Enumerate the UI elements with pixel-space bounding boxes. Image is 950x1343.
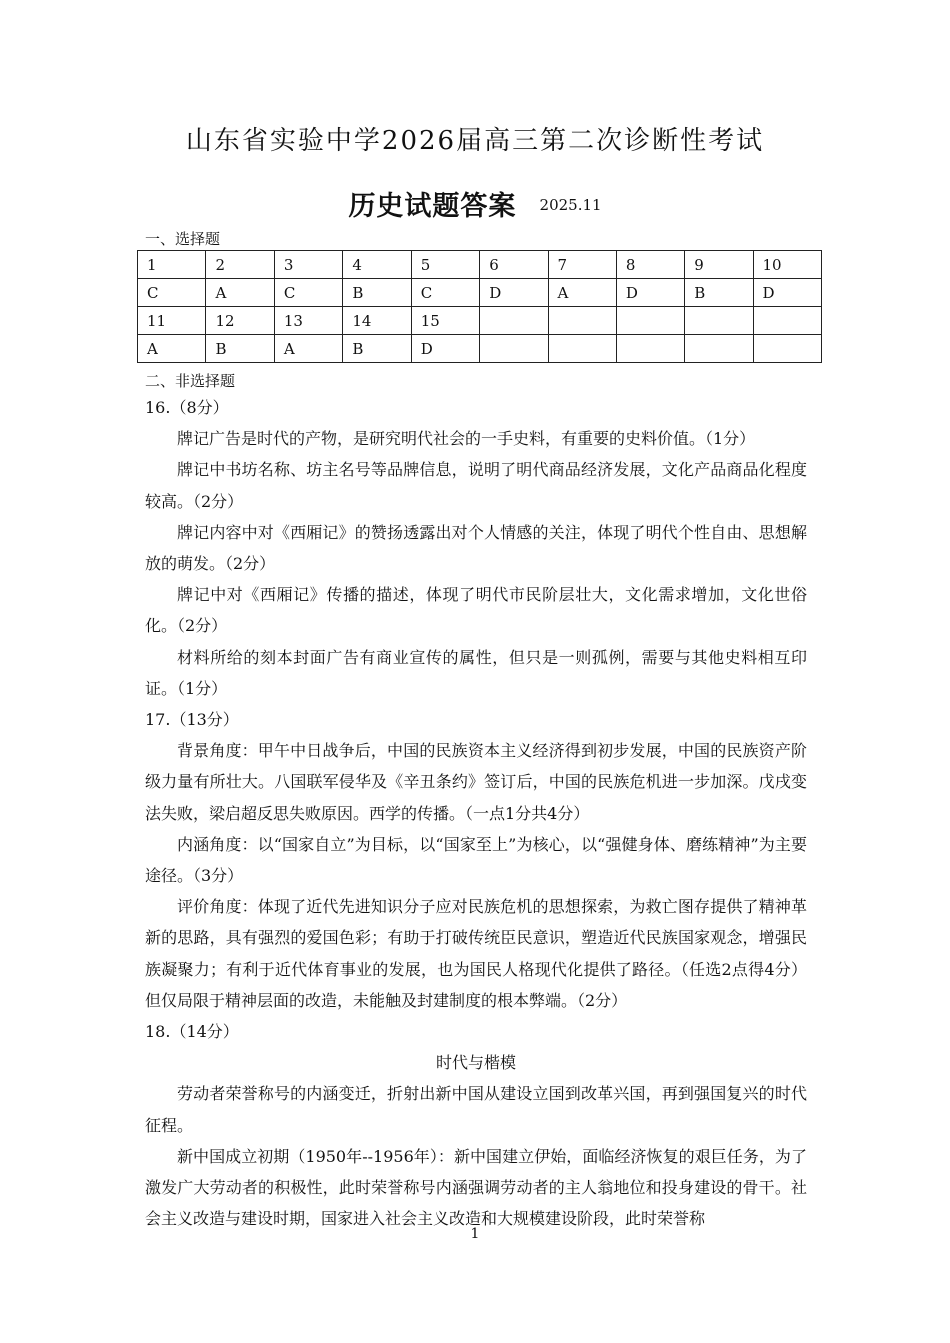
answer-table-cell bbox=[548, 307, 616, 335]
answer-table-cell: B bbox=[343, 279, 411, 307]
q17-paragraph: 评价角度：体现了近代先进知识分子应对民族危机的思想探索，为救亡图存提供了精神革新的思路，具有强烈的爱国色彩；有助于打破传统臣民意识，塑造近代民族国家观念，增强民族凝聚力；有利于近代体育事业的发展，也为国民人格现代化提供了路径。（任选2点得4分）但仅局限于精神层面的改造，未能触及封建制度的根本弊端。（2分） bbox=[145, 897, 807, 1010]
answer-table-cell: 3 bbox=[274, 251, 342, 279]
answer-table-row bbox=[138, 307, 822, 335]
q16-paragraph: 牌记中对《西厢记》传播的描述，体现了明代市民阶层壮大，文化需求增加，文化世俗化。（2分） bbox=[145, 585, 807, 636]
answer-table-cell: 2 bbox=[206, 251, 274, 279]
q16-paragraph: 牌记内容中对《西厢记》的赞扬透露出对个人情感的关注，体现了明代个性自由、思想解放的萌发。（2分） bbox=[145, 522, 807, 574]
answer-table-cell bbox=[616, 335, 684, 363]
answer-table-cell: D bbox=[753, 279, 821, 307]
answer-table-cell: A bbox=[138, 335, 206, 363]
section-heading-choice: 一、选择题 bbox=[145, 230, 221, 248]
question-16-label: 16.（8分） bbox=[145, 398, 229, 417]
page-number: 1 bbox=[470, 1226, 480, 1242]
answer-table-cell bbox=[753, 335, 821, 363]
answer-table-cell: 15 bbox=[411, 307, 479, 335]
answer-table-cell bbox=[548, 335, 616, 363]
answer-table-cell: 8 bbox=[616, 251, 684, 279]
answer-table-cell bbox=[480, 335, 548, 363]
q17-paragraph: 背景角度：甲午中日战争后，中国的民族资本主义经济得到初步发展，中国的民族资产阶级力量有所壮大。八国联军侵华及《辛丑条约》签订后，中国的民族危机进一步加深。戊戌变法失败，梁启超反思失败原因。西学的传播。（一点1分共4分） bbox=[145, 741, 807, 823]
answer-table-cell: 1 bbox=[138, 251, 206, 279]
answer-table-cell: 14 bbox=[343, 307, 411, 335]
answer-table-row bbox=[138, 279, 822, 307]
subtitle-row bbox=[0, 184, 950, 223]
answer-table-cell: D bbox=[616, 279, 684, 307]
answer-table-cell: A bbox=[548, 279, 616, 307]
document-date: 2025.11 bbox=[539, 196, 602, 214]
answer-table-cell bbox=[480, 307, 548, 335]
answer-table-cell: C bbox=[138, 279, 206, 307]
answer-table-cell: C bbox=[411, 279, 479, 307]
answer-table-cell: B bbox=[685, 279, 753, 307]
answer-table-cell: 13 bbox=[274, 307, 342, 335]
answer-table-cell bbox=[685, 307, 753, 335]
answer-table bbox=[137, 250, 822, 363]
answer-table-cell: D bbox=[411, 335, 479, 363]
answer-table-cell: 7 bbox=[548, 251, 616, 279]
answer-table-cell: 6 bbox=[480, 251, 548, 279]
answer-table-cell: 9 bbox=[685, 251, 753, 279]
q16-paragraph: 牌记中书坊名称、坊主名号等品牌信息，说明了明代商品经济发展，文化产品商品化程度较高。（2分） bbox=[145, 460, 807, 511]
question-18-label: 18.（14分） bbox=[145, 1022, 239, 1042]
q16-paragraph: 材料所给的刻本封面广告有商业宣传的属性，但只是一则孤例，需要与其他史料相互印证。（1分） bbox=[145, 647, 807, 698]
q18-paragraph: 劳动者荣誉称号的内涵变迁，折射出新中国从建设立国到改革兴国，再到强国复兴的时代征程。 bbox=[145, 1084, 807, 1135]
question-17-label: 17.（13分） bbox=[145, 710, 239, 730]
essay-title: 时代与楷模 bbox=[435, 1053, 516, 1073]
answer-table-row bbox=[138, 335, 822, 363]
document-title: 山东省实验中学2026届高三第二次诊断性考试 bbox=[185, 126, 765, 156]
answer-table-cell: 11 bbox=[138, 307, 206, 335]
answer-table-cell: D bbox=[480, 279, 548, 307]
q16-paragraph: 牌记广告是时代的产物，是研究明代社会的一手史料，有重要的史料价值。（1分） bbox=[177, 429, 756, 449]
answer-table-cell: A bbox=[274, 335, 342, 363]
q18-paragraph: 新中国成立初期（1950年--1956年）：新中国建立伊始，面临经济恢复的艰巨任务，为了激发广大劳动者的积极性，此时荣誉称号内涵强调劳动者的主人翁地位和投身建设的骨干。社会主义改造与建设时期，国家进入社会主义改造和大规模建设阶段，此时荣誉称 bbox=[145, 1146, 807, 1229]
answer-table-cell: A bbox=[206, 279, 274, 307]
document-subtitle: 历史试题答案 bbox=[348, 191, 517, 222]
answer-table-cell: C bbox=[274, 279, 342, 307]
answer-table-cell: 5 bbox=[411, 251, 479, 279]
answer-table-cell: 12 bbox=[206, 307, 274, 335]
answer-table-cell: 4 bbox=[343, 251, 411, 279]
answer-table-cell bbox=[616, 307, 684, 335]
section-heading-nonchoice: 二、非选择题 bbox=[145, 372, 236, 390]
answer-table-cell: B bbox=[206, 335, 274, 363]
answer-table-cell bbox=[685, 335, 753, 363]
q17-paragraph: 内涵角度：以“国家自立”为目标，以“国家至上”为核心，以“强健身体、磨练精神”为主要途径。（3分） bbox=[145, 834, 807, 886]
answer-table-row bbox=[138, 251, 822, 279]
answers-text bbox=[145, 392, 807, 1234]
answer-table-cell bbox=[753, 307, 821, 335]
answer-table-cell: B bbox=[343, 335, 411, 363]
answer-table-cell: 10 bbox=[753, 251, 821, 279]
